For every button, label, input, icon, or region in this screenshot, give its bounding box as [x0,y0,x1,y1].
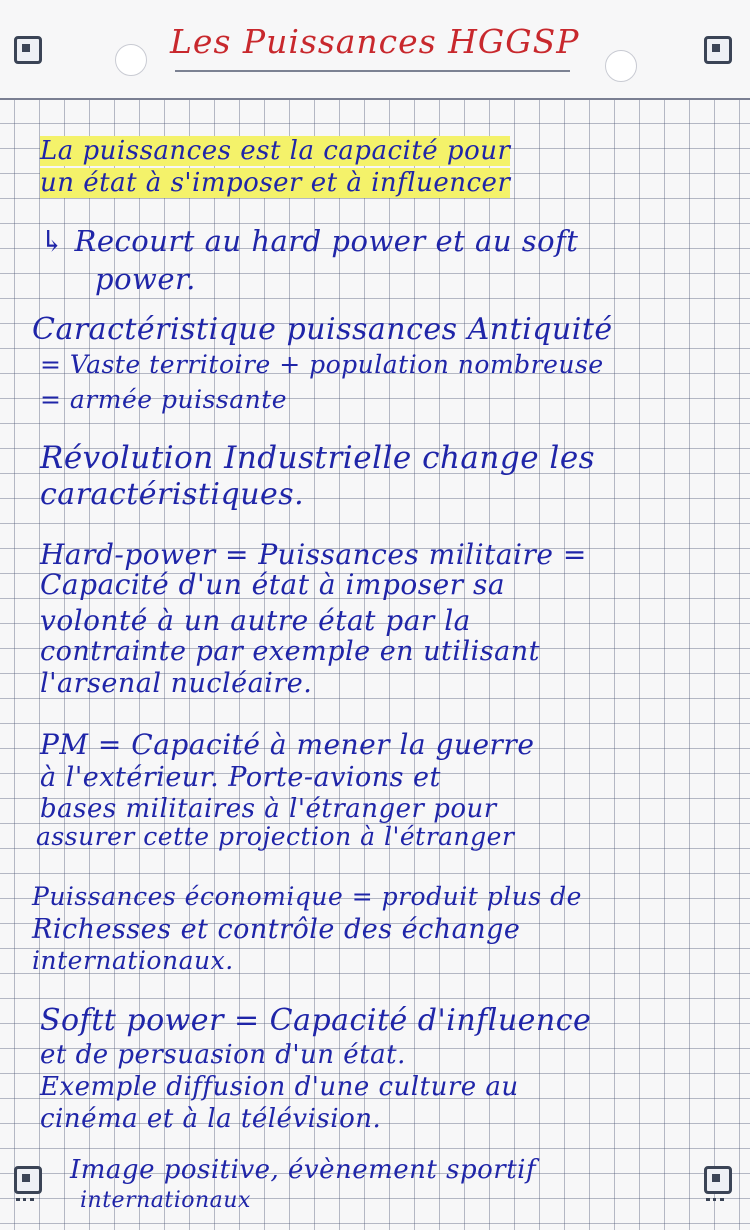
corner-dots-icon [16,1198,34,1206]
note-line: = Vaste territoire + population nombreuse [40,350,604,379]
note-line: cinéma et à la télévision. [40,1104,382,1134]
note-line: internationaux [80,1188,251,1213]
note-line: Révolution Industrielle change les [40,440,596,476]
note-line: Image positive, évènement sportif [70,1155,537,1185]
note-line: Richesses et contrôle des échange [32,914,521,945]
note-line: à l'extérieur. Porte-avions et [40,762,441,793]
note-line: La puissances est la capacité pour [40,136,511,166]
note-line: internationaux. [32,946,234,975]
note-line: ↳ Recourt au hard power et au soft [40,224,579,258]
header-rule [0,98,750,100]
note-line: Softt power = Capacité d'influence [40,1003,592,1038]
note-line: Capacité d'un état à imposer sa [40,568,506,601]
note-line: un état à s'imposer et à influencer [40,168,511,198]
punch-hole [605,50,637,82]
note-line: volonté à un autre état par la [40,604,471,637]
note-line: = armée puissante [40,385,288,414]
note-line: assurer cette projection à l'étranger [36,822,515,851]
page-title: Les Puissances HGGSP [170,22,580,61]
note-line: Puissances économique = produit plus de [32,882,582,911]
punch-hole [115,44,147,76]
note-line: caractéristiques. [40,477,305,512]
note-line: power. [95,262,196,296]
note-line: Hard-power = Puissances militaire = [40,538,587,571]
note-line: Caractéristique puissances Antiquité [32,312,613,347]
note-line: l'arsenal nucléaire. [40,668,313,699]
corner-marker-icon [14,36,42,64]
corner-marker-icon [704,36,732,64]
note-line: contrainte par exemple en utilisant [40,636,540,667]
note-line: PM = Capacité à mener la guerre [40,728,535,761]
title-underline [175,70,570,72]
corner-marker-icon [14,1166,42,1194]
note-line: bases militaires à l'étranger pour [40,794,497,824]
note-line: et de persuasion d'un état. [40,1040,406,1070]
corner-dots-icon [706,1198,724,1206]
note-line: Exemple diffusion d'une culture au [40,1072,519,1102]
corner-marker-icon [704,1166,732,1194]
